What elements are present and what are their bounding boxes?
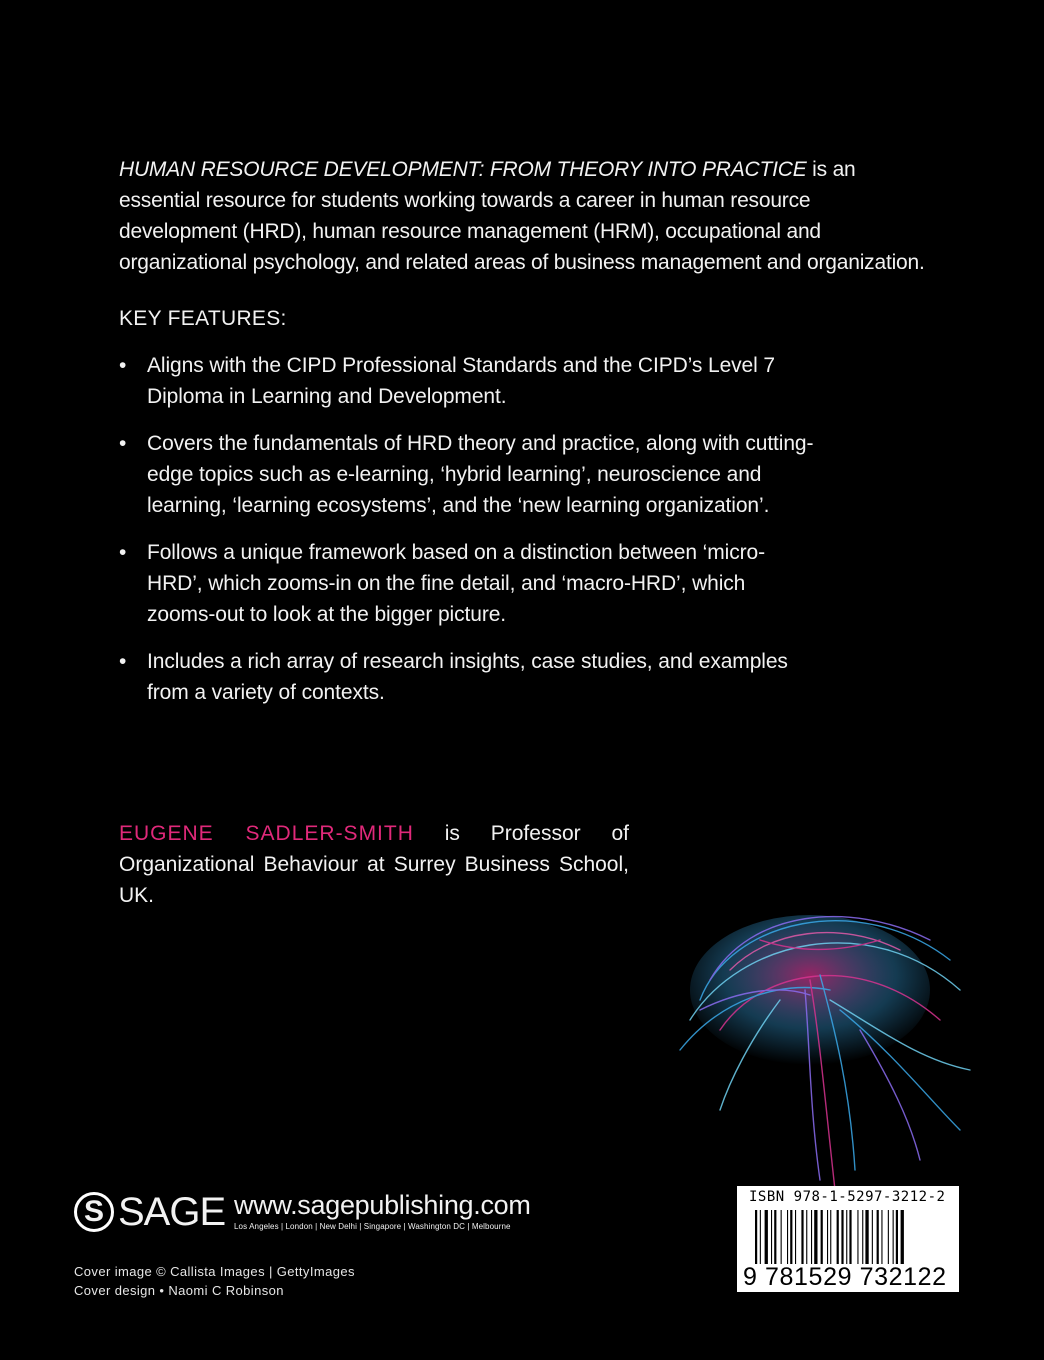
- barcode-bar: [806, 1210, 807, 1264]
- barcode-bar: [771, 1210, 772, 1264]
- barcode-bar: [790, 1210, 792, 1264]
- barcode-bar: [846, 1210, 847, 1264]
- author-name: EUGENE SADLER-SMITH: [119, 822, 414, 845]
- barcode-bar: [877, 1210, 879, 1264]
- bullet-icon: •: [119, 432, 127, 455]
- barcode-bar: [801, 1210, 803, 1264]
- feature-text: Follows a unique framework based on a distinction between ‘micro-HRD’, which zooms-in on the fine detail, and ‘macro-HRD’, which zooms-out to look at the bigger picture.: [147, 541, 765, 626]
- sage-logo-icon: S: [74, 1192, 114, 1232]
- key-features-list: [119, 350, 819, 724]
- barcode-bar: [830, 1210, 831, 1264]
- bullet-icon: •: [119, 541, 127, 564]
- barcode-bar: [888, 1210, 889, 1264]
- barcode-bar: [872, 1210, 873, 1264]
- brain-fibers-image: [660, 880, 990, 1200]
- barcode-bar: [774, 1210, 776, 1264]
- list-item: [119, 350, 819, 412]
- barcode-bar: [781, 1210, 782, 1264]
- barcode-bar: [893, 1210, 894, 1264]
- cover-credits: [74, 1262, 355, 1300]
- cover-design-credit: Cover design • Naomi C Robinson: [74, 1283, 284, 1298]
- barcode-bar: [857, 1210, 858, 1264]
- feature-text: Covers the fundamentals of HRD theory and practice, along with cutting-edge topics such as e-learning, ‘hybrid learning’, neuroscience and learning, ‘learning ecosystems’, and the ‘new learning organization’.: [147, 432, 814, 517]
- barcode-bar: [901, 1210, 904, 1264]
- publisher-cities: Los Angeles | London | New Delhi | Singapore | Washington DC | Melbourne: [234, 1222, 511, 1231]
- barcode-bar: [765, 1210, 768, 1264]
- barcode-bar: [827, 1210, 828, 1264]
- isbn-barcode: [737, 1186, 959, 1292]
- publisher-url: www.sagepublishing.com: [234, 1190, 531, 1220]
- barcode-bar: [755, 1210, 757, 1264]
- barcode-bar: [760, 1210, 761, 1264]
- barcode-bar: [881, 1210, 882, 1264]
- list-item: [119, 646, 819, 708]
- intro-paragraph: [119, 154, 925, 278]
- barcode-bar: [814, 1210, 817, 1264]
- key-features-heading: KEY FEATURES:: [119, 307, 287, 330]
- barcode-bar: [837, 1210, 839, 1264]
- barcode-bar: [821, 1210, 823, 1264]
- barcode-bar: [849, 1210, 851, 1264]
- book-title: HUMAN RESOURCE DEVELOPMENT: FROM THEORY INTO PRACTICE: [119, 158, 807, 181]
- isbn-digits: 9 781529 732122: [743, 1263, 947, 1291]
- barcode-bar: [787, 1210, 788, 1264]
- barcode-bar: [862, 1210, 863, 1264]
- feature-text: Includes a rich array of research insights, case studies, and examples from a variety of contexts.: [147, 650, 788, 704]
- list-item: [119, 537, 819, 630]
- barcode-bar: [811, 1210, 812, 1264]
- feature-text: Aligns with the CIPD Professional Standards and the CIPD’s Level 7 Diploma in Learning and Development.: [147, 354, 776, 408]
- barcode-bar: [795, 1210, 796, 1264]
- sage-logo-word: SAGE: [118, 1190, 226, 1234]
- isbn-label: ISBN 978-1-5297-3212-2: [749, 1189, 946, 1205]
- author-bio: [119, 818, 629, 911]
- barcode-bar: [841, 1210, 843, 1264]
- list-item: [119, 428, 819, 521]
- barcode-bars: [755, 1210, 945, 1264]
- cover-image-credit: Cover image © Callista Images | GettyImages: [74, 1264, 355, 1279]
- bullet-icon: •: [119, 650, 127, 673]
- intro-text: is an essential resource for students working towards a career in human resource development (HRD), human resource management (HRM), occupational and organizational psychology, and related areas of business management and organization.: [119, 158, 925, 274]
- sage-publisher-block: [74, 1190, 544, 1240]
- barcode-bar: [896, 1210, 898, 1264]
- barcode-bar: [865, 1210, 868, 1264]
- bullet-icon: •: [119, 354, 127, 377]
- author-bio-text: is Professor of Organizational Behaviour at Surrey Business School, UK.: [119, 822, 629, 907]
